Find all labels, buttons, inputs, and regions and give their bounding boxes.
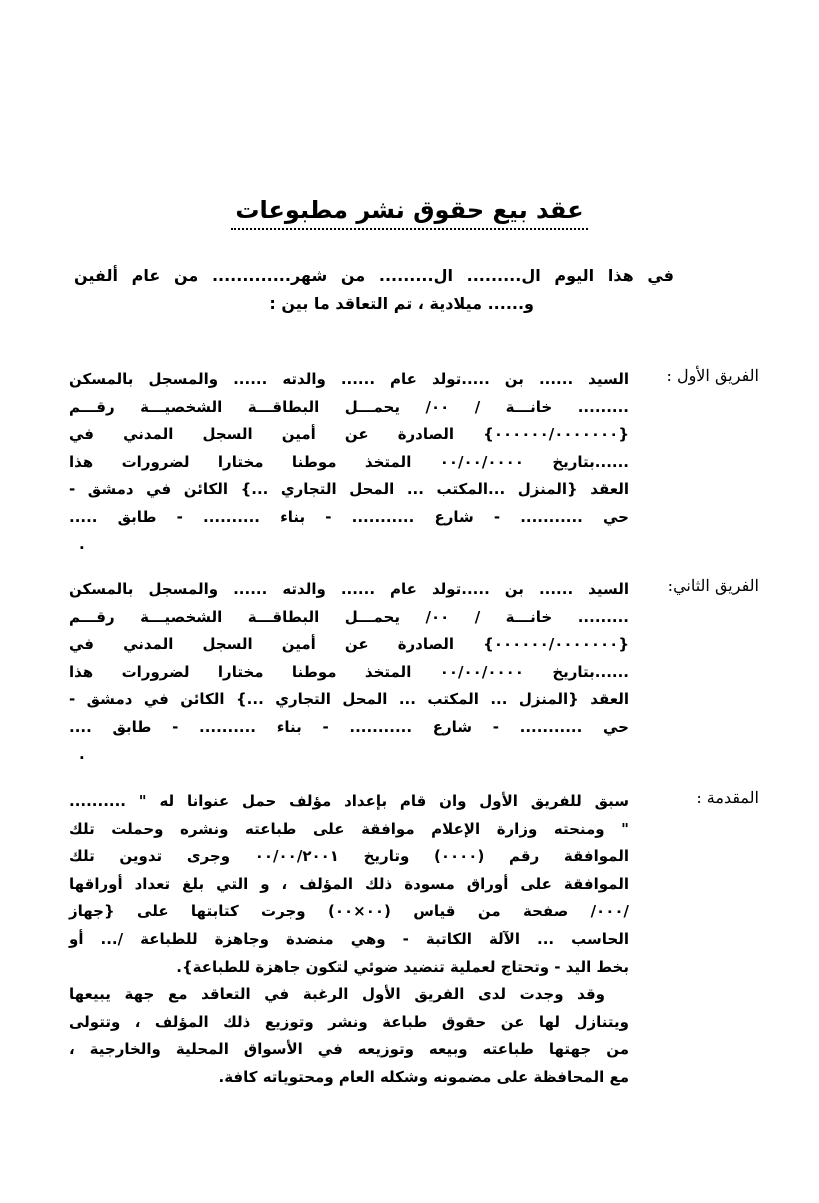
intro-line: في هذا اليوم ال......... ال......... من شهر............. من عام ألفين: [74, 266, 674, 285]
party1-line: ......... خانـــة / ٠٠/ يحمـــل البطاقـــة الشخصيـــة رقـــم: [69, 397, 630, 416]
preamble-line: من جهتها طباعته وبيعه وتوزيعه في الأسواق المحلية والخارجية ،: [69, 1040, 629, 1059]
preamble-body: [69, 788, 629, 1092]
party1-line: حي ........... - شارع ........... - بناء .......... - طابق .....: [69, 507, 629, 526]
party2-line: حي ........... - شارع ........... - بناء .......... - طابق ....: [69, 717, 629, 736]
party2-label: الفريق الثاني:: [667, 576, 759, 595]
preamble-line: سبق للفريق الأول وان قام بإعداد مؤلف حمل عنوانا له " ..........: [69, 792, 629, 810]
party1-line: السيد ...... بن .....تولد عام ...... والدته ...... والمسجل بالمسكن: [69, 370, 629, 388]
preamble-line: الموافقة على أوراق مسودة ذلك المؤلف ، و التي بلغ تعداد أوراقها: [69, 874, 629, 893]
preamble-line: /٠٠٠/ صفحة من قياس (٠٠×٠٠) وجرت كتابتها على {جهاز: [69, 902, 629, 921]
party2-line: {٠٠٠٠٠٠/٠٠٠٠٠٠٠} الصادرة عن أمين السجل المدني في: [69, 635, 629, 653]
preamble-label: المقدمة :: [696, 788, 759, 807]
party2-line: العقد {المنزل ... المكتب ... المحل التجاري ...} الكائن في دمشق -: [69, 690, 629, 708]
party2-line: .: [79, 745, 85, 763]
party2-line: السيد ...... بن .....تولد عام ...... والدته ...... والمسجل بالمسكن: [69, 580, 629, 598]
intro-paragraph: [74, 262, 674, 317]
party1-line: العقد {المنزل ...المكتب ... المحل التجاري ...} الكائن في دمشق -: [69, 480, 629, 498]
preamble-line: الموافقة رقم (٠٠٠٠) وتاريخ ٠٠/٠٠/٢٠٠١ وجرى تدوين تلك: [69, 847, 629, 866]
party1-line: .: [79, 535, 85, 553]
party1-body: [69, 366, 629, 559]
preamble-line: بخط اليد - وتحتاج لعملية تنضيد ضوئي لتكون جاهزة للطباعة}.: [176, 957, 629, 976]
party2-line: ......... خانـــة / ٠٠/ يحمـــل البطاقـــة الشخصيـــة رقـــم: [69, 607, 630, 626]
party1-label: الفريق الأول :: [666, 366, 759, 385]
preamble-line: الحاسب ... الآلة الكاتبة - وهي منضدة وجاهزة للطباعة /... أو: [69, 929, 629, 948]
intro-line: و...... ميلادية ، تم التعاقد ما بين :: [269, 293, 534, 313]
preamble-line: ويتنازل لها عن حقوق طباعة ونشر وتوزيع ذلك المؤلف ، وتتولى: [69, 1012, 629, 1031]
party1-line: ......بتاريخ ٠٠/٠٠/٠٠٠٠ المتخذ موطنا مختارا لضرورات هذا: [69, 452, 629, 471]
party1-line: {٠٠٠٠٠٠/٠٠٠٠٠٠٠} الصادرة عن أمين السجل المدني في: [69, 425, 629, 443]
preamble-line: وقد وجدت لدى الفريق الأول الرغبة في التعاقد مع جهة يبيعها: [69, 985, 605, 1004]
preamble-line: " ومنحته وزارة الإعلام موافقة على طباعته ونشره وحملت تلك: [69, 819, 629, 838]
party2-body: [69, 576, 629, 769]
preamble-line: مع المحافظة على مضمونه وشكله العام ومحتوياته كافة.: [218, 1067, 629, 1086]
document-title: [0, 196, 819, 224]
document-title-text: عقد بيع حقوق نشر مطبوعات: [231, 196, 587, 230]
party2-line: ......بتاريخ ٠٠/٠٠/٠٠٠٠ المتخذ موطنا مختارا لضرورات هذا: [69, 662, 629, 681]
